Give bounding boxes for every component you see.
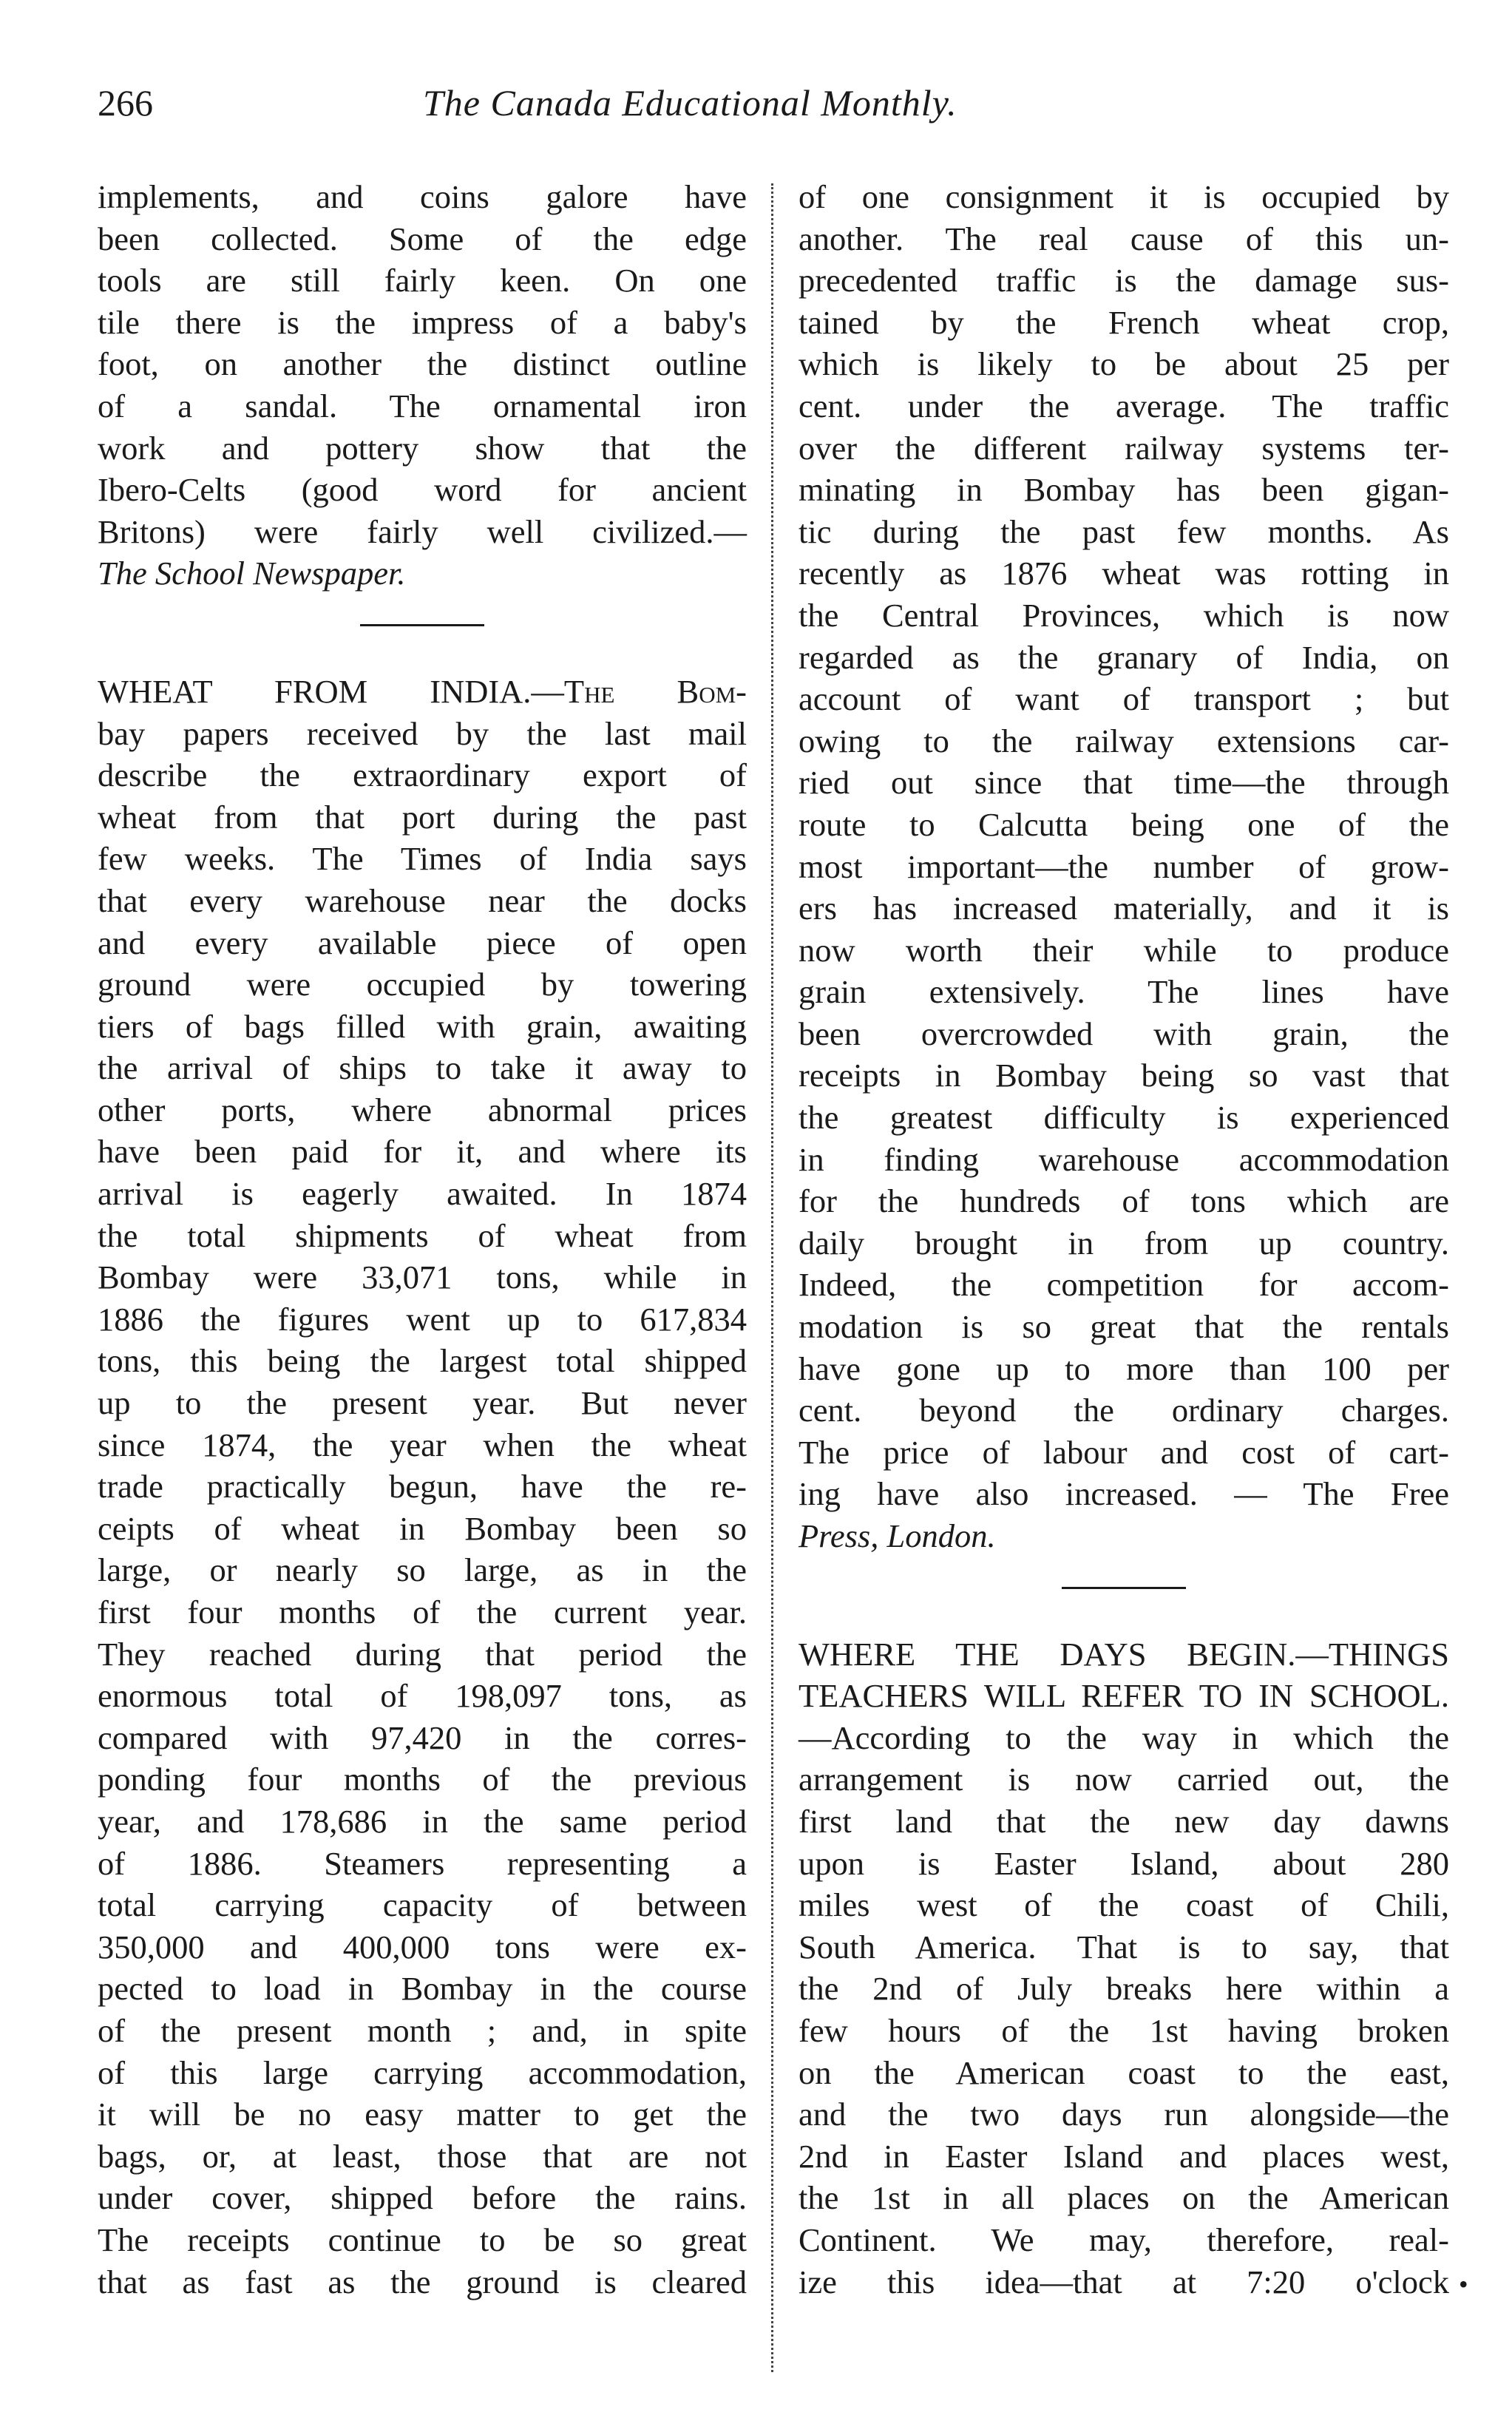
text-line: of 1886. Steamers representing a bbox=[98, 1844, 747, 1882]
column-divider bbox=[771, 183, 773, 2372]
page-header bbox=[98, 81, 1473, 140]
text-line: trade practically begun, have the re- bbox=[98, 1468, 747, 1506]
text-line: on the American coast to the east, bbox=[799, 2053, 1449, 2091]
text-line: the total shipments of wheat from bbox=[98, 1216, 747, 1254]
text-line: Indeed, the competition for accom- bbox=[799, 1266, 1449, 1304]
text-line: Continent. We may, therefore, real- bbox=[799, 2221, 1449, 2258]
text-line: since 1874, the year when the wheat bbox=[98, 1426, 747, 1463]
text-line: ers has increased materially, and it is bbox=[799, 890, 1449, 927]
text-line: 2nd in Easter Island and places west, bbox=[799, 2137, 1449, 2175]
text-line: ceipts of wheat in Bombay been so bbox=[98, 1509, 747, 1547]
text-line: for the hundreds of tons which are bbox=[799, 1182, 1449, 1220]
text-line: modation is so great that the rentals bbox=[799, 1308, 1449, 1346]
article-heading-line: WHERE THE DAYS BEGIN.—THINGS bbox=[799, 1635, 1449, 1673]
text-line: grain extensively. The lines have bbox=[799, 973, 1449, 1011]
text-line: have gone up to more than 100 per bbox=[799, 1349, 1449, 1387]
text-line: tained by the French wheat crop, bbox=[799, 303, 1449, 341]
text-line: arrangement is now carried out, the bbox=[799, 1761, 1449, 1798]
article-where-the-days-begin bbox=[799, 1633, 1449, 2303]
text-line: been collected. Some of the edge bbox=[98, 220, 747, 257]
text-line: that every warehouse near the docks bbox=[98, 881, 747, 919]
text-line: which is likely to be about 25 per bbox=[799, 345, 1449, 383]
text-line: the Central Provinces, which is now bbox=[799, 596, 1449, 634]
text-line: enormous total of 198,097 tons, as bbox=[98, 1677, 747, 1715]
text-line: the 2nd of July breaks here within a bbox=[799, 1970, 1449, 2008]
text-line: —According to the way in which the bbox=[799, 1718, 1449, 1756]
text-line: ize this idea—that at 7:20 o'clock bbox=[799, 2263, 1449, 2300]
text-line: ground were occupied by towering bbox=[98, 966, 747, 1003]
text-line: first four months of the current year. bbox=[98, 1594, 747, 1630]
text-line: tic during the past few months. As bbox=[799, 512, 1449, 550]
article-heading-line: TEACHERS WILL REFER TO IN SCHOOL. bbox=[799, 1677, 1449, 1715]
left-column bbox=[98, 176, 747, 2303]
text-line: up to the present year. But never bbox=[98, 1384, 747, 1422]
text-line: first land that the new day dawns bbox=[799, 1802, 1449, 1840]
text-line: account of want of transport ; but bbox=[799, 680, 1449, 718]
text-line: of one consignment it is occupied by bbox=[799, 178, 1449, 215]
article-heading-line: WHEAT FROM INDIA.—The Bom- bbox=[98, 672, 747, 710]
text-line: miles west of the coast of Chili, bbox=[799, 1886, 1449, 1924]
text-line: ing have also increased. — The Free bbox=[799, 1475, 1449, 1513]
text-line: 350,000 and 400,000 tons were ex- bbox=[98, 1928, 747, 1965]
text-line: describe the extraordinary export of bbox=[98, 756, 747, 794]
text-line: of this large carrying accommodation, bbox=[98, 2053, 747, 2091]
text-line: have been paid for it, and where its bbox=[98, 1133, 747, 1171]
text-line: of a sandal. The ornamental iron bbox=[98, 387, 747, 424]
text-line: work and pottery show that the bbox=[98, 429, 747, 467]
text-line: bags, or, at least, those that are not bbox=[98, 2137, 747, 2175]
text-line: it will be no easy matter to get the bbox=[98, 2096, 747, 2133]
text-line: arrival is eagerly awaited. In 1874 bbox=[98, 1175, 747, 1213]
text-line: Ibero-Celts (good word for ancient bbox=[98, 471, 747, 509]
text-line: Britons) were fairly well civilized.— bbox=[98, 512, 747, 550]
text-line: precedented traffic is the damage sus- bbox=[799, 262, 1449, 299]
text-line: compared with 97,420 in the corres- bbox=[98, 1718, 747, 1756]
right-column bbox=[799, 176, 1449, 2303]
article-wheat-from-india bbox=[98, 671, 747, 2303]
text-line: few hours of the 1st having broken bbox=[799, 2011, 1449, 2049]
text-line: receipts in Bombay being so vast that bbox=[799, 1057, 1449, 1094]
text-line: the 1st in all places on the American bbox=[799, 2179, 1449, 2217]
text-line: and the two days run alongside—the bbox=[799, 2096, 1449, 2133]
text-line: another. The real cause of this un- bbox=[799, 220, 1449, 257]
text-line: ried out since that time—the through bbox=[799, 764, 1449, 802]
text-line: bay papers received by the last mail bbox=[98, 714, 747, 752]
text-line: tiers of bags filled with grain, awaiting bbox=[98, 1007, 747, 1045]
running-title: The Canada Educational Monthly. bbox=[423, 82, 957, 123]
text-line: wheat from that port during the past bbox=[98, 798, 747, 836]
text-line: now worth their while to produce bbox=[799, 931, 1449, 969]
text-line: foot, on another the distinct outline bbox=[98, 345, 747, 383]
text-line: South America. That is to say, that bbox=[799, 1928, 1449, 1965]
text-line: tools are still fairly keen. On one bbox=[98, 262, 747, 299]
text-line: ponding four months of the previous bbox=[98, 1761, 747, 1798]
text-line: the arrival of ships to take it away to bbox=[98, 1049, 747, 1087]
text-line: owing to the railway extensions car- bbox=[799, 722, 1449, 759]
text-line: few weeks. The Times of India says bbox=[98, 840, 747, 878]
text-line: They reached during that period the bbox=[98, 1635, 747, 1673]
text-line: large, or nearly so large, as in the bbox=[98, 1551, 747, 1589]
section-rule bbox=[1062, 1587, 1186, 1589]
text-line: the greatest difficulty is experienced bbox=[799, 1099, 1449, 1137]
source-citation: The School Newspaper. bbox=[98, 555, 406, 592]
text-line: under cover, shipped before the rains. bbox=[98, 2179, 747, 2217]
margin-dot-mark: • bbox=[1459, 2269, 1468, 2299]
text-line: year, and 178,686 in the same period bbox=[98, 1802, 747, 1840]
text-line: cent. under the average. The traffic bbox=[799, 387, 1449, 424]
text-line: upon is Easter Island, about 280 bbox=[799, 1844, 1449, 1882]
text-line: recently as 1876 wheat was rotting in bbox=[799, 555, 1449, 592]
page-number: 266 bbox=[98, 82, 153, 123]
text-line: of the present month ; and, in spite bbox=[98, 2011, 747, 2049]
text-line: tile there is the impress of a baby's bbox=[98, 303, 747, 341]
text-line: The receipts continue to be so great bbox=[98, 2221, 747, 2258]
text-line: and every available piece of open bbox=[98, 924, 747, 961]
text-line: implements, and coins galore have bbox=[98, 178, 747, 215]
text-line: Bombay were 33,071 tons, while in bbox=[98, 1259, 747, 1296]
text-line: in finding warehouse accommodation bbox=[799, 1140, 1449, 1178]
text-line: that as fast as the ground is cleared bbox=[98, 2263, 747, 2300]
text-line: daily brought in from up country. bbox=[799, 1224, 1449, 1261]
text-line: most important—the number of grow- bbox=[799, 847, 1449, 885]
text-line: total carrying capacity of between bbox=[98, 1886, 747, 1924]
text-line: minating in Bombay has been gigan- bbox=[799, 471, 1449, 509]
text-line: regarded as the granary of India, on bbox=[799, 638, 1449, 676]
text-line: over the different railway systems ter- bbox=[799, 429, 1449, 467]
text-line: 1886 the figures went up to 617,834 bbox=[98, 1300, 747, 1338]
text-line: pected to load in Bombay in the course bbox=[98, 1970, 747, 2008]
text-line: tons, this being the largest total shipped bbox=[98, 1342, 747, 1380]
section-rule bbox=[360, 624, 484, 626]
article-wheat-from-india-continued bbox=[799, 176, 1449, 1557]
article-iberian-relics-ending bbox=[98, 176, 747, 595]
source-citation: Press, London. bbox=[799, 1517, 996, 1554]
text-line: The price of labour and cost of cart- bbox=[799, 1433, 1449, 1471]
text-line: cent. beyond the ordinary charges. bbox=[799, 1392, 1449, 1429]
text-line: route to Calcutta being one of the bbox=[799, 805, 1449, 843]
text-line: been overcrowded with grain, the bbox=[799, 1015, 1449, 1052]
text-line: other ports, where abnormal prices bbox=[98, 1091, 747, 1128]
